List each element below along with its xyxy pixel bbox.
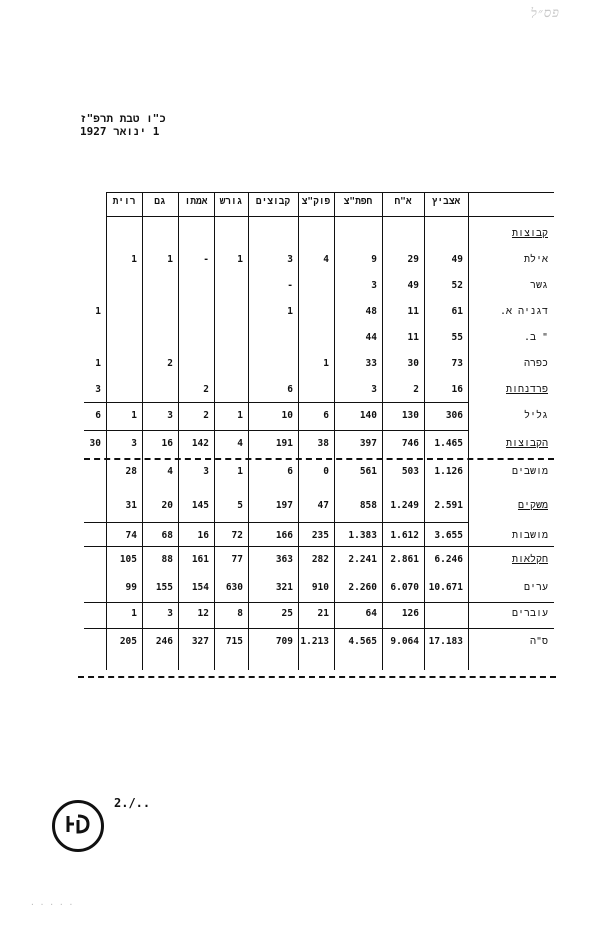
column-header-c6: גורש	[219, 196, 243, 207]
table-cell: 10.671	[428, 582, 463, 593]
table-cell: 68	[161, 530, 173, 541]
table-cell: 11	[407, 306, 419, 317]
table-cell: 33	[365, 358, 377, 369]
table-cell: 166	[275, 530, 293, 541]
table-cell: 1.249	[390, 500, 419, 511]
table-cell: 3	[371, 280, 377, 291]
row-label: קבוצות	[511, 228, 548, 239]
table-cell: 2.591	[434, 500, 463, 511]
table-cell: 191	[275, 438, 293, 449]
row-label: גשר	[529, 280, 548, 291]
table-cell: 363	[275, 554, 293, 565]
column-header-c8: גם	[154, 196, 166, 207]
table-cell: 74	[125, 530, 137, 541]
table-cell: 3	[167, 410, 173, 421]
table-cell: 306	[445, 410, 463, 421]
table-cell: 17.183	[428, 636, 463, 647]
table-cell: 6	[95, 410, 101, 421]
column-header-c4: פוק"צ	[301, 196, 331, 207]
table-cell: 1	[131, 254, 137, 265]
table-cell: 1	[167, 254, 173, 265]
table-cell: 154	[191, 582, 209, 593]
table-cell: 99	[125, 582, 137, 593]
table-cell: 20	[161, 500, 173, 511]
table-cell: 205	[119, 636, 137, 647]
table-cell: 1	[237, 410, 243, 421]
table-cell: 3	[95, 384, 101, 395]
table-cell: 2.260	[348, 582, 377, 593]
moshavim-dash-rule	[84, 458, 554, 460]
table-top-rule	[106, 192, 554, 193]
table-cell: 145	[191, 500, 209, 511]
row-label: אילת	[523, 254, 548, 265]
table-cell: 2	[203, 384, 209, 395]
table-cell: 1	[131, 410, 137, 421]
table-cell: 47	[317, 500, 329, 511]
column-header-c1: אצביץ	[431, 196, 461, 207]
table-cell: 282	[311, 554, 329, 565]
row-label: מושבות	[511, 530, 548, 541]
transit-rule	[84, 602, 554, 603]
table-cell: -	[287, 280, 293, 291]
table-cell: 1	[237, 254, 243, 265]
table-cell: 858	[359, 500, 377, 511]
row-label: מושבים	[511, 466, 548, 477]
table-cell: 1.612	[390, 530, 419, 541]
table-cell: 6.070	[390, 582, 419, 593]
table-cell: 1.213	[300, 636, 329, 647]
table-cell: 1.126	[434, 466, 463, 477]
table-cell: 25	[281, 608, 293, 619]
table-cell: 49	[451, 254, 463, 265]
column-header-c5: קבוצים	[255, 196, 291, 207]
bottom-dash-rule	[78, 676, 556, 678]
table-cell: 3.655	[434, 530, 463, 541]
table-cell: 30	[89, 438, 101, 449]
row-label: פרדנחות	[505, 384, 548, 395]
table-cell: 3	[287, 254, 293, 265]
table-cell: 630	[225, 582, 243, 593]
table-cell: 910	[311, 582, 329, 593]
header-bottom-rule	[106, 216, 554, 217]
table-cell: 321	[275, 582, 293, 593]
row-label: דגניה א.	[499, 306, 548, 317]
table-cell: 1	[237, 466, 243, 477]
table-cell: 746	[401, 438, 419, 449]
table-cell: 16	[197, 530, 209, 541]
table-cell: 44	[365, 332, 377, 343]
table-cell: 6	[323, 410, 329, 421]
row-label: ערים	[523, 582, 548, 593]
table-cell: 72	[231, 530, 243, 541]
table-cell: 709	[275, 636, 293, 647]
table-cell: 73	[451, 358, 463, 369]
table-cell: 161	[191, 554, 209, 565]
table-cell: 397	[359, 438, 377, 449]
row-label: חקלאות	[511, 554, 548, 565]
table-cell: 130	[401, 410, 419, 421]
table-cell: 4	[323, 254, 329, 265]
table-cell: 77	[231, 554, 243, 565]
table-cell: 64	[365, 608, 377, 619]
table-cell: 4.565	[348, 636, 377, 647]
table-cell: 29	[407, 254, 419, 265]
handwritten-scrawl: פס״ל	[530, 5, 561, 22]
row-label: כפרה	[523, 358, 548, 369]
table-cell: 16	[451, 384, 463, 395]
table-cell: 48	[365, 306, 377, 317]
total-top-rule	[84, 628, 554, 629]
row-label: " ב.	[523, 332, 548, 343]
table-cell: 105	[119, 554, 137, 565]
table-cell: 2	[413, 384, 419, 395]
table-cell: 11	[407, 332, 419, 343]
row-label: משקים	[517, 500, 548, 511]
table-cell: 4	[167, 466, 173, 477]
table-cell: 12	[197, 608, 209, 619]
table-cell: 1.383	[348, 530, 377, 541]
table-cell: 235	[311, 530, 329, 541]
table-cell: 55	[451, 332, 463, 343]
table-cell: 327	[191, 636, 209, 647]
table-cell: 715	[225, 636, 243, 647]
table-cell: 3	[131, 438, 137, 449]
table-cell: 197	[275, 500, 293, 511]
table-cell: 1	[95, 306, 101, 317]
column-header-c9: רוית	[112, 196, 136, 207]
table-cell: 2	[167, 358, 173, 369]
agri-rule	[84, 546, 554, 547]
table-cell: 155	[155, 582, 173, 593]
table-cell: 31	[125, 500, 137, 511]
table-cell: 1	[287, 306, 293, 317]
table-cell: 30	[407, 358, 419, 369]
table-cell: 0	[323, 466, 329, 477]
table-cell: 21	[317, 608, 329, 619]
table-cell: 38	[317, 438, 329, 449]
table-cell: 9.064	[390, 636, 419, 647]
table-cell: 3	[167, 608, 173, 619]
row-label: הקבוצות	[505, 438, 548, 449]
table-cell: 5	[237, 500, 243, 511]
table-cell: 503	[401, 466, 419, 477]
table-cell: 2	[203, 410, 209, 421]
table-cell: 140	[359, 410, 377, 421]
table-cell: 10	[281, 410, 293, 421]
table-cell: 6.246	[434, 554, 463, 565]
table-cell: 142	[191, 438, 209, 449]
table-cell: 1	[131, 608, 137, 619]
column-header-c2: א"ח	[394, 196, 412, 207]
row-label: גליל	[523, 410, 548, 421]
table-cell: 561	[359, 466, 377, 477]
stamp-glyph-icon	[60, 806, 96, 842]
table-cell: 16	[161, 438, 173, 449]
table-cell: 52	[451, 280, 463, 291]
table-cell: 2.861	[390, 554, 419, 565]
table-cell: 61	[451, 306, 463, 317]
paper-specks: · · · · ·	[30, 900, 74, 909]
table-cell: 1.465	[434, 438, 463, 449]
table-cell: 126	[401, 608, 419, 619]
table-cell: 6	[287, 384, 293, 395]
column-header-c3: חפת"צ	[343, 196, 373, 207]
table-cell: 3	[203, 466, 209, 477]
page-continuation: 2./..	[114, 796, 151, 810]
table-cell: 9	[371, 254, 377, 265]
table-cell: 2.241	[348, 554, 377, 565]
table-cell: 28	[125, 466, 137, 477]
table-cell: 246	[155, 636, 173, 647]
gregorian-date: 1 ינואר 1927	[80, 125, 160, 138]
table-cell: -	[203, 254, 209, 265]
table-cell: 3	[371, 384, 377, 395]
table-cell: 1	[95, 358, 101, 369]
table-cell: 4	[237, 438, 243, 449]
table-cell: 8	[237, 608, 243, 619]
table-cell: 49	[407, 280, 419, 291]
table-cell: 88	[161, 554, 173, 565]
row-label: ס"ה	[529, 636, 548, 647]
row-label: עוברים	[511, 608, 548, 619]
hebrew-date: כ"ו טבת תרפ"ז	[80, 112, 166, 125]
column-header-c7: אמתו	[184, 196, 208, 207]
table-cell: 1	[323, 358, 329, 369]
document-date	[80, 112, 200, 138]
table-cell: 6	[287, 466, 293, 477]
statistics-table	[84, 192, 554, 682]
